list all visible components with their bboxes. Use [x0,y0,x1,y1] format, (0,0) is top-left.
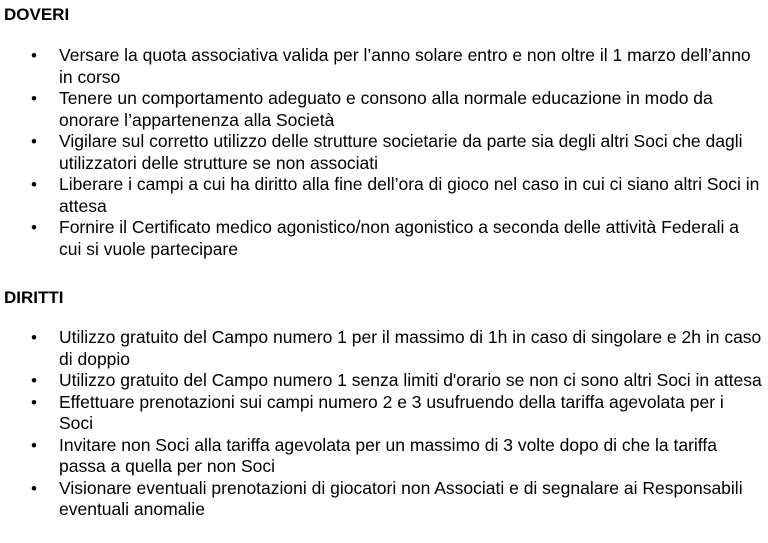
list-item [0,45,768,88]
doveri-heading: DOVERI [4,5,70,24]
bullet-icon: • [31,218,37,237]
list-item-text: Effettuare prenotazioni sui campi numero 2 e 3 usufruendo della tariffa agevolata per i Soci [59,391,724,433]
list-item-text: Utilizzo gratuito del Campo numero 1 senza limiti d'orario se non ci sono altri Soci in attesa [59,370,762,390]
bullet-icon: • [31,46,37,65]
list-item [0,370,768,392]
diritti-heading: DIRITTI [4,288,64,307]
bullet-icon: • [31,132,37,151]
bullet-icon: • [31,89,37,108]
bullet-icon: • [31,371,37,390]
bullet-icon: • [31,435,37,455]
doveri-list [0,45,768,260]
list-item-text: Vigilare sul corretto utilizzo delle strutture societarie da parte sia degli altri Soci che dagli utilizzatori delle strutture se non associati [59,131,743,173]
bullet-icon: • [31,175,37,194]
bullet-icon: • [31,328,37,347]
bullet-icon: • [31,392,37,412]
list-item-text: Fornire il Certificato medico agonistico/non agonistico a seconda delle attività Federali a cui si vuole partecipare [59,217,739,259]
list-item [0,131,768,174]
list-item [0,435,768,478]
list-item [0,327,768,370]
list-item [0,88,768,131]
list-item [0,217,768,260]
list-item [0,392,768,435]
bullet-icon: • [31,478,37,498]
list-item-text: Tenere un comportamento adeguato e consono alla normale educazione in modo da onorare l’appartenenza alla Società [59,88,713,130]
list-item-text: Liberare i campi a cui ha diritto alla fine dell’ora di gioco nel caso in cui ci siano altri Soci in attesa [59,174,760,216]
list-item-text: Utilizzo gratuito del Campo numero 1 per il massimo di 1h in caso di singolare e 2h in caso di doppio [59,327,762,369]
list-item-text: Invitare non Soci alla tariffa agevolata per un massimo di 3 volte dopo di che la tariffa passa a quella per non Soci [59,434,717,476]
list-item-text: Visionare eventuali prenotazioni di giocatori non Associati e di segnalare ai Responsabili eventuali anomalie [59,477,743,519]
list-item [0,478,768,521]
list-item [0,174,768,217]
list-item-text: Versare la quota associativa valida per l’anno solare entro e non oltre il 1 marzo dell’anno in corso [59,45,751,87]
diritti-list [0,327,768,521]
